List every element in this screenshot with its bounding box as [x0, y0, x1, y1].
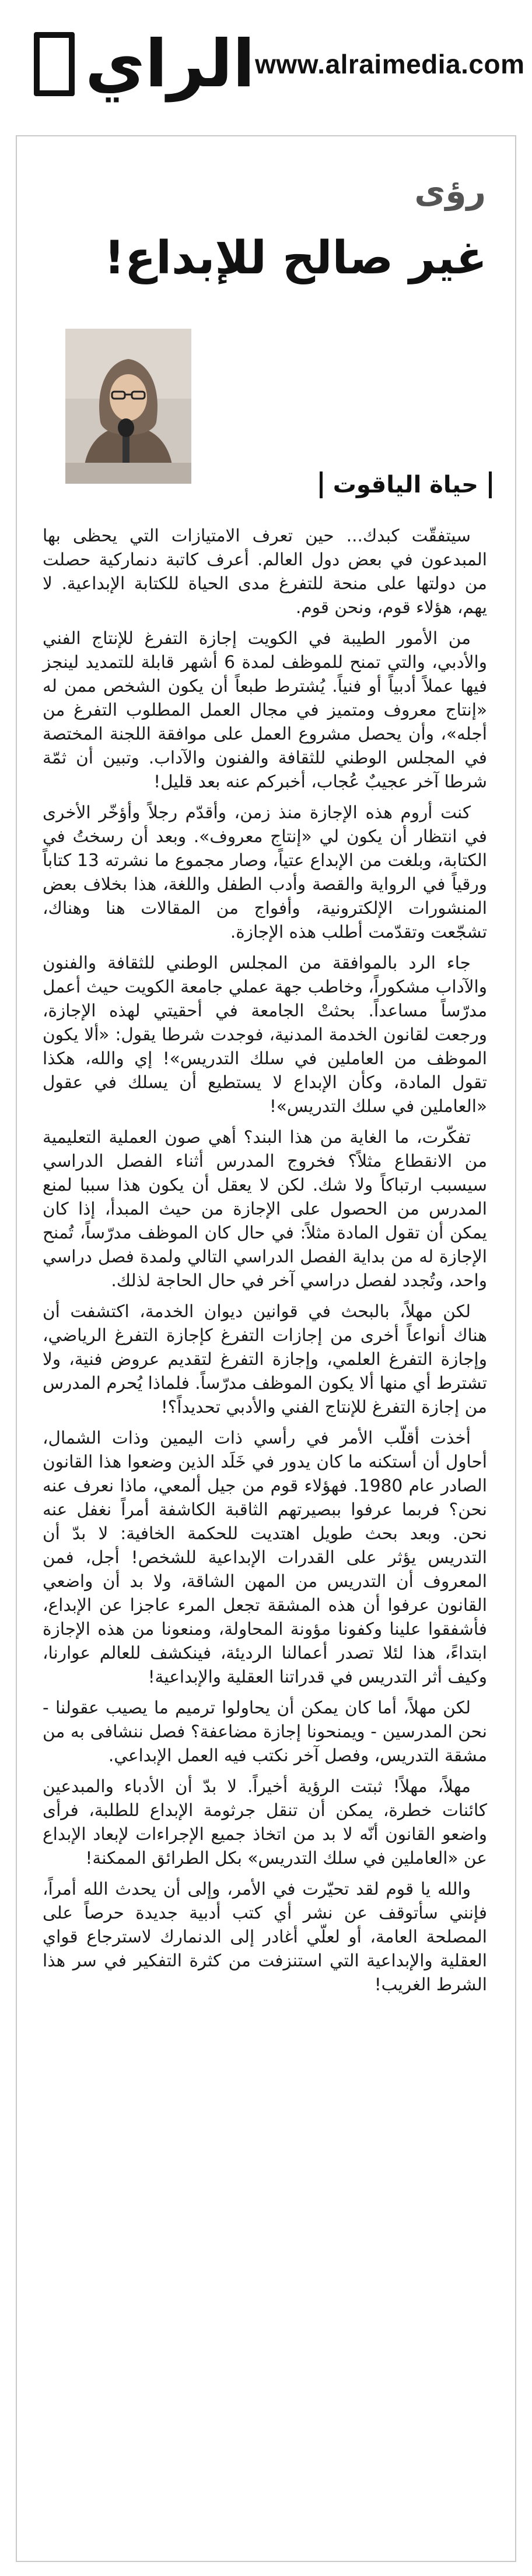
newspaper-logo[interactable]: [34, 26, 256, 102]
author-portrait-icon: [65, 329, 191, 484]
paragraph: سيتفقّت كبدك... حين تعرف الامتيازات التي يحظى بها المبدعون في بعض دول العالم. أعرف كاتبة دنماركية حصلت من دولتها على منحة للتفرغ مدى الحياة للكتابة الإبداعية. لا يهم، هؤلاء قوم، ونحن قوم.: [43, 526, 487, 617]
paragraph: تفكّرت، ما الغاية من هذا البند؟ أهي صون العملية التعليمية من الانقطاع مثلاً؟ فخروج المدرس أثناء الفصل الدراسي سيسبب ارتباكاً ولا شك. لكن لا يعقل أن يكون هذا سببا لمنع المدرس من الحصول على الإجازة من حيث المبدأ، إذا كان يمكن أن تقول المادة مثلاً: في حال كان الموظف مدرّساً، تُمنح الإجازة له من بداية الفصل الدراسي التالي ولمدة فصل دراسي واحد، وتُجدد لفصل دراسي آخر في حال الحاجة لذلك.: [43, 1127, 487, 1290]
logo-frame: [34, 32, 75, 96]
masthead: [34, 17, 525, 111]
byline-separator: [320, 471, 323, 498]
author-photo: [65, 329, 191, 484]
paragraph: جاء الرد بالموافقة من المجلس الوطني للثقافة والفنون والآداب مشكوراً، وخاطب جهة عملي جامعة الكويت حيث أعمل مدرّساً مساعداً. بحثتْ الجامعة في أحقيتي لهذه الإجازة، ورجعت لقانون الخدمة المدنية، فوجدت شرطا يقول: «ألا يكون الموظف من العاملين في سلك التدريس»! إي والله، هكذا تقول المادة، وكأن الإبداع لا يستطيع أن يسلك في عقول «العاملين في سلك التدريس»!: [43, 953, 487, 1116]
paragraph: كنت أروم هذه الإجازة منذ زمن، وأقدّم رجلاً وأؤخّر الأخرى في انتظار أن يكون لي «إنتاج معروف». وبعد أن رسختُ في الكتابة، وبلغت من الإبداع عتياً، وصار مجموع ما نشرته 13 كتاباً ورقياً في الرواية والقصة وأدب الطفل واللغة، هذا بخلاف بعض المنشورات الإلكترونية، وأفواج من المقالات هنا وهناك، تشجّعت وتقدّمت أطلب هذه الإجازة.: [43, 803, 487, 942]
author-name: حياة الياقوت: [332, 471, 478, 498]
paragraph: لكن مهلاً، أما كان يمكن أن يحاولوا ترميم ما يصيب عقولنا - نحن المدرسين - ويمنحونا إجازة مضاعفة؟ فصل ننشافى به من مشقة التدريس، وفصل آخر نكتب فيه العمل الإبداعي.: [43, 1698, 487, 1765]
paragraph: مهلاً، مهلاً! ثبتت الرؤية أخيراً. لا بدّ أن الأدباء والمبدعين كائنات خطرة، يمكن أن تنقل جرثومة الإبداع للطلبة، فرأى واضعو القانون أنّه لا بد من اتخاذ جميع الإجراءات لإبعاد الإبداع عن «العاملين في سلك التدريس» بكل الطرائق الممكنة!: [43, 1776, 487, 1868]
site-url[interactable]: www.alraimedia.com: [255, 49, 525, 79]
paragraph: من الأمور الطيبة في الكويت إجازة التفرغ للإنتاج الفني والأدبي، والتي تمنح للموظف لمدة 6 أشهر قابلة للتمديد لينجز فيها عملاً أدبياً أو فنياً. يُشترط طبعاً أن يكون الشخص ممن له «إنتاج معروف ومتميز في مجال العمل المطلوب التفرغ من أجله»، وأن يحصل مشروع العمل على موافقة اللجنة المختصة في المجلس الوطني للثقافة والفنون والآداب. وتبين أن ثمّة شرطا آخر عجيبٌ عُجاب، أخبركم عنه بعد قليل!: [43, 628, 487, 791]
paragraph: والله يا قوم لقد تحيّرت في الأمر، وإلى أن يحدث الله أمراً، فإنني سأتوقف عن نشر أي كتب أدبية جديدة حرصاً على المصلحة العامة، أو لعلّي أغادر إلى الدنمارك لاسترجاع قواي العقلية والإبداعية التي استنزفت من كثرة التفكير في سر هذا الشرط الغريب!: [43, 1879, 487, 1994]
paragraph: أخذت أقلّب الأمر في رأسي ذات اليمين وذات الشمال، أحاول أن أستكنه ما كان يدور في خَلَد الذين وضعوا هذا القانون الصادر عام 1980. فهؤلاء قوم من جيل ألمعي، ماذا نعرف عنه نحن؟ فربما عرفوا ببصيرتهم الثاقبة الكاشفة أمراً نغفل عنه نحن. وبعد بحث طويل اهتديت للحكمة الخافية: لا بدّ أن التدريس يؤثر على القدرات الإبداعية للشخص! أجل، فمن المعروف أن التدريس من المهن الشاقة، ولا بد أن واضعي القانون عرفوا أن هذه المشقة تجعل المرء عاجزا عن الإبداع، فأشفقوا علينا وكفونا مؤونة المحاولة، ومنعونا من هذه الإجازة ابتداءً، هذا لئلا تصدر أعمالنا الرديئة، فينكشف للعالم عوارنا، وكيف أثر التدريس في قدراتنا العقلية والإبداعية!: [43, 1428, 487, 1687]
logo-text: الراي: [85, 26, 256, 102]
author-byline: [320, 471, 492, 498]
byline-separator: [489, 471, 492, 498]
section-label: رؤى: [414, 171, 486, 211]
paragraph: لكن مهلاً، بالبحث في قوانين ديوان الخدمة، اكتشفت أن هناك أنواعاً أخرى من إجازات التفرغ كإجازة التفرغ الرياضي، وإجازة التفرغ العلمي، وإجازة التفرغ لتقديم عروض فنية، ولا تشترط أي منها ألا يكون الموظف مدرّساً. فلماذا يُحرم المدرس من إجازة التفرغ للإنتاج الفني والأدبي تحديداً؟!: [43, 1301, 487, 1417]
article: [16, 135, 516, 2562]
article-title: غير صالح للإبداع!: [104, 232, 487, 284]
article-body: [43, 524, 487, 2004]
